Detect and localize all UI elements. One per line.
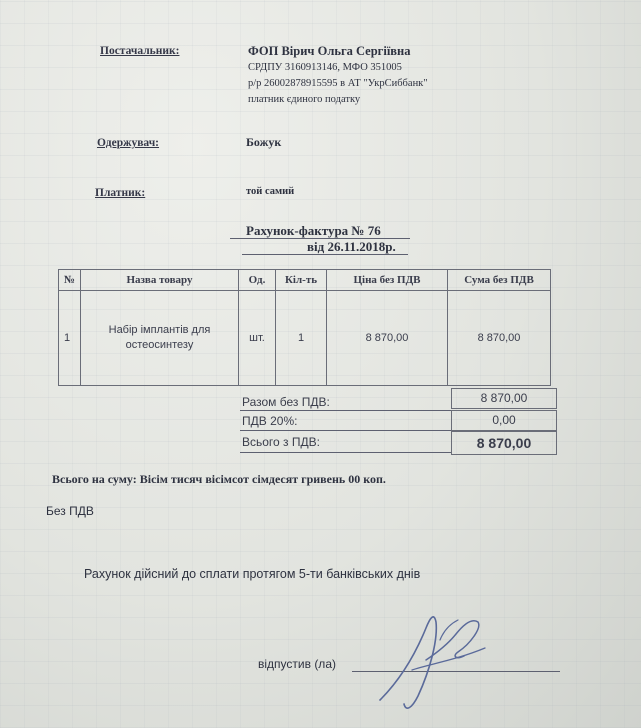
items-table (58, 269, 551, 386)
row-unit: шт. (239, 291, 276, 386)
row-qty: 1 (276, 291, 327, 386)
invoice-title: Рахунок-фактура № 76 (246, 223, 381, 238)
col-header-name: Назва товару (81, 270, 239, 291)
subtotal-label: Разом без ПДВ: (242, 395, 330, 409)
table-row (59, 291, 551, 386)
payer-value: той самий (246, 186, 295, 197)
row-product-name (81, 291, 239, 386)
supplier-name: ФОП Вірич Ольга Сергіївна (248, 44, 411, 58)
supplier-label: Постачальник: (100, 45, 180, 57)
col-header-unit: Од. (239, 270, 276, 291)
supplier-codes: СРДПУ 3160913146, МФО 351005 (248, 62, 402, 73)
recipient-label: Одержувач: (97, 137, 160, 149)
payer-label: Платник: (95, 187, 146, 199)
table-header-row (59, 270, 551, 291)
supplier-account: р/р 26002878915595 в АТ "УкрСиббанк" (248, 78, 428, 89)
col-header-qty: Кіл-ть (276, 270, 327, 291)
supplier-tax-status: платник єдиного податку (248, 94, 361, 105)
total-value: 8 870,00 (451, 431, 557, 455)
col-header-num: № (59, 270, 81, 291)
vat-underline (240, 430, 451, 431)
subtotal-underline (240, 410, 451, 411)
total-label: Всього з ПДВ: (242, 435, 320, 449)
validity-note: Рахунок дійсний до сплати протягом 5-ти банківських днів (84, 567, 421, 581)
vat-label: ПДВ 20%: (242, 414, 298, 428)
col-header-price: Ціна без ПДВ (327, 270, 448, 291)
recipient-value: Божук (246, 135, 282, 149)
row-num: 1 (59, 291, 81, 386)
sum-in-words: Всього на суму: Вісім тисяч вісімсот сімдесят гривень 00 коп. (52, 472, 386, 486)
signature (360, 600, 510, 715)
released-label: відпустив (ла) (258, 657, 336, 671)
col-header-sum: Сума без ПДВ (448, 270, 551, 291)
invoice-date-underline (242, 254, 408, 255)
row-price: 8 870,00 (327, 291, 448, 386)
row-sum: 8 870,00 (448, 291, 551, 386)
row-product-name-line1: Набір імплантів для (108, 324, 211, 336)
row-product-name-line2: остеосинтезу (125, 339, 194, 351)
vat-value: 0,00 (451, 410, 557, 431)
no-vat-note: Без ПДВ (46, 504, 94, 518)
subtotal-value: 8 870,00 (451, 388, 557, 409)
total-underline (240, 452, 451, 453)
invoice-date: від 26.11.2018р. (307, 239, 396, 254)
